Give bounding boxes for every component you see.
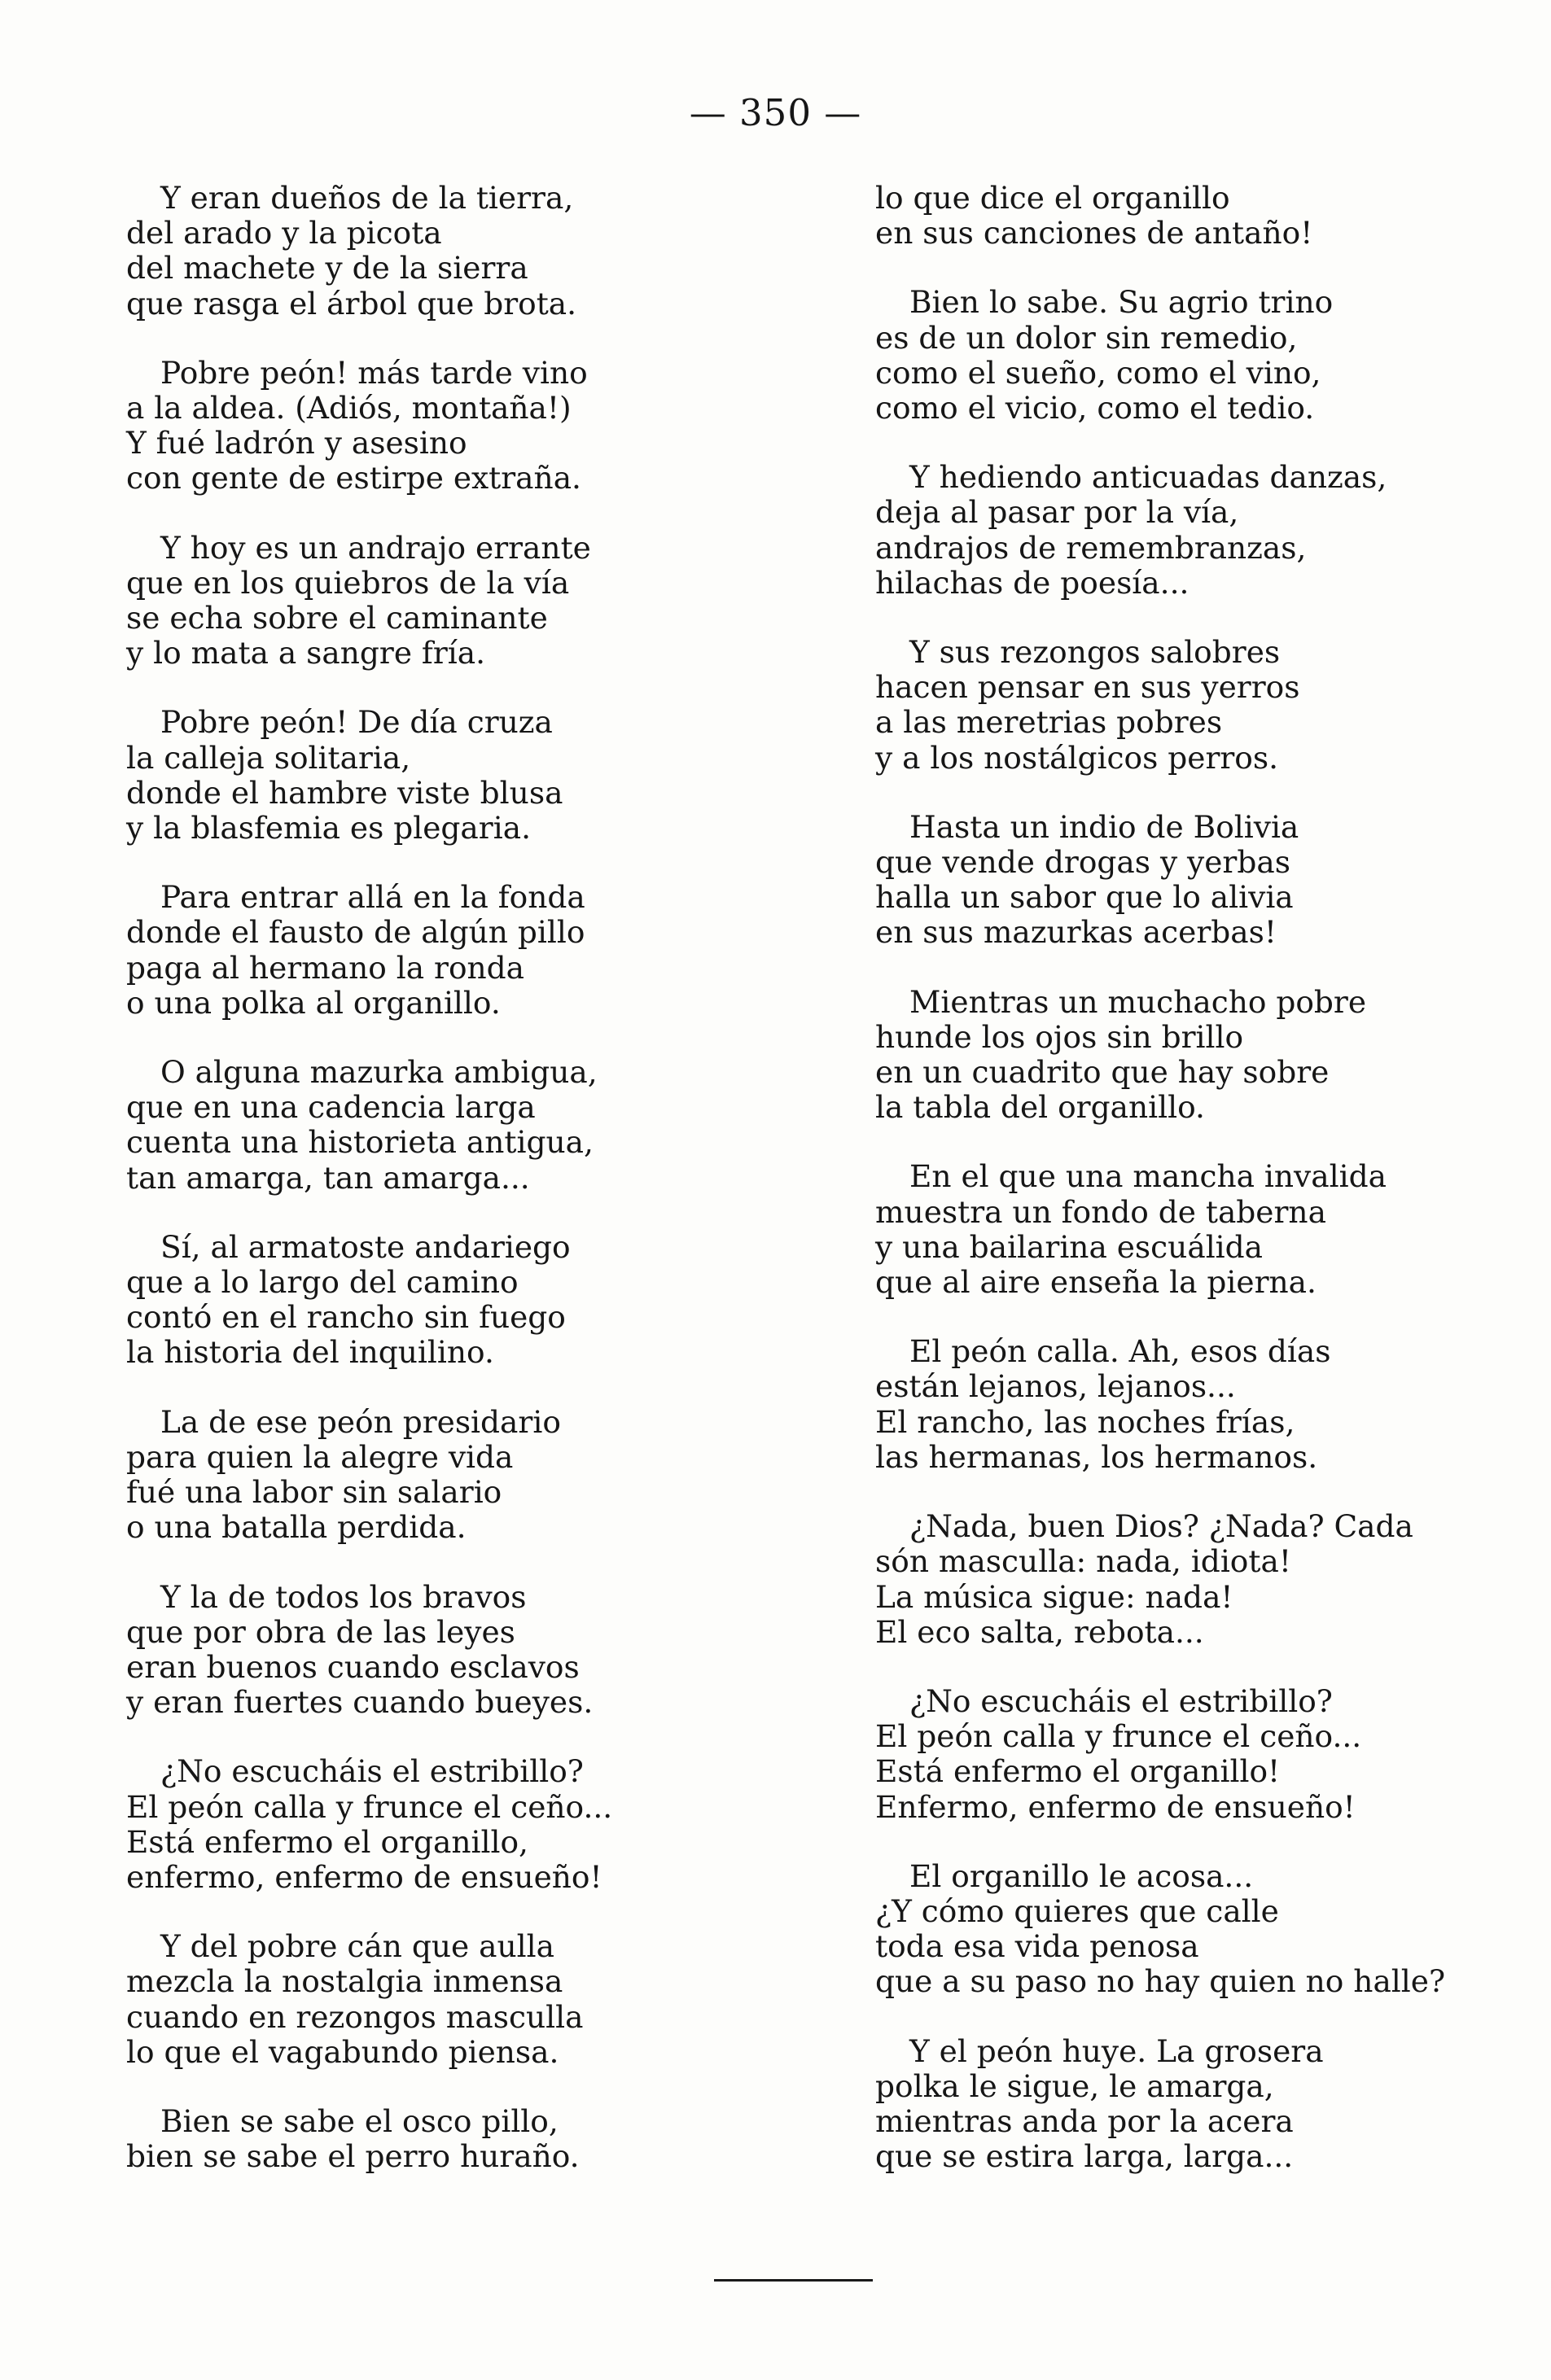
poem-line: La de ese peón presidario (160, 1403, 561, 1440)
poem-line: toda esa vida penosa (875, 1928, 1199, 1965)
stanza (126, 1754, 680, 1895)
poem-line: se echa sobre el caminante (126, 600, 548, 637)
stanza (126, 1230, 680, 1371)
poem-column-left (126, 181, 680, 2208)
stanza (126, 531, 680, 672)
poem-line: Y hediendo anticuadas danzas, (909, 459, 1387, 496)
poem-line: El peón calla. Ah, esos días (909, 1333, 1331, 1370)
poem-line: ¿No escucháis el estribillo? (909, 1682, 1333, 1719)
stanza (126, 1929, 680, 2070)
poem-line: a las meretrias pobres (875, 704, 1223, 741)
stanza (126, 1055, 680, 1196)
stanza (875, 181, 1470, 251)
poem-line: la tabla del organillo. (875, 1089, 1205, 1126)
stanza (875, 460, 1470, 601)
poem-line: Mientras un muchacho pobre (909, 983, 1367, 1020)
stanza (875, 285, 1470, 426)
poem-line: que por obra de las leyes (126, 1613, 515, 1650)
poem-line: con gente de estirpe extraña. (126, 460, 581, 497)
poem-line: Y del pobre cán que aulla (160, 1928, 554, 1965)
poem-line: fué una labor sin salario (126, 1474, 502, 1511)
poem-line: y eran fuertes cuando bueyes. (126, 1684, 594, 1721)
poem-line: que rasga el árbol que brota. (126, 285, 577, 322)
poem-line: que en los quiebros de la vía (126, 564, 570, 601)
stanza (875, 810, 1470, 951)
poem-line: deja al pasar por la vía, (875, 494, 1239, 531)
poem-line: Y sus rezongos salobres (909, 634, 1281, 671)
poem-line: són masculla: nada, idiota! (875, 1543, 1291, 1580)
poem-line: lo que dice el organillo (875, 180, 1230, 216)
stanza (875, 2034, 1470, 2175)
poem-line: enfermo, enfermo de ensueño! (126, 1858, 602, 1895)
stanza (875, 985, 1470, 1126)
poem-line: del machete y de la sierra (126, 250, 528, 287)
poem-line: Y el peón huye. La grosera (909, 2032, 1324, 2069)
poem-line: en sus mazurkas acerbas! (875, 914, 1277, 951)
poem-line: están lejanos, lejanos... (875, 1368, 1236, 1405)
poem-line: mezcla la nostalgia inmensa (126, 1963, 563, 2000)
poem-line: ¿Y cómo quieres que calle (875, 1892, 1279, 1929)
poem-line: muestra un fondo de taberna (875, 1193, 1326, 1230)
poem-line: cuenta una historieta antigua, (126, 1124, 594, 1161)
poem-line: bien se sabe el perro huraño. (126, 2138, 580, 2175)
stanza (126, 181, 680, 322)
poem-line: andrajos de remembranzas, (875, 529, 1307, 566)
poem-line: halla un sabor que lo alivia (875, 879, 1294, 916)
poem-line: Sí, al armatoste andariego (160, 1228, 571, 1265)
stanza (875, 1859, 1470, 2000)
stanza (126, 2104, 680, 2174)
poem-line: paga al hermano la ronda (126, 949, 525, 986)
poem-line: El rancho, las noches frías, (875, 1403, 1295, 1440)
poem-line: Pobre peón! más tarde vino (160, 354, 588, 391)
poem-line: polka le sigue, le amarga, (875, 2067, 1274, 2104)
stanza (126, 880, 680, 1021)
poem-line: como el vicio, como el tedio. (875, 390, 1315, 427)
poem-line: Y hoy es un andrajo errante (160, 529, 591, 566)
poem-line: hacen pensar en sus yerros (875, 669, 1300, 706)
poem-line: Hasta un indio de Bolivia (909, 808, 1299, 845)
poem-line: mientras anda por la acera (875, 2102, 1294, 2139)
stanza (875, 1159, 1470, 1300)
poem-line: En el que una mancha invalida (909, 1158, 1387, 1195)
poem-line: en un cuadrito que hay sobre (875, 1054, 1330, 1091)
poem-line: ¿Nada, buen Dios? ¿Nada? Cada (909, 1508, 1413, 1545)
poem-line: o una batalla perdida. (126, 1509, 467, 1546)
poem-line: Y fué ladrón y asesino (126, 425, 467, 462)
poem-line: Está enfermo el organillo, (126, 1823, 528, 1860)
poem-line: Para entrar allá en la fonda (160, 879, 585, 916)
poem-line: lo que el vagabundo piensa. (126, 2033, 559, 2070)
poem-line: El peón calla y frunce el ceño... (126, 1788, 613, 1825)
poem-line: a la aldea. (Adiós, montaña!) (126, 390, 572, 427)
poem-line: Bien lo sabe. Su agrio trino (909, 284, 1334, 321)
poem-line: las hermanas, los hermanos. (875, 1438, 1318, 1475)
page-number: — 350 — (689, 91, 862, 134)
poem-line: Y eran dueños de la tierra, (160, 180, 574, 216)
poem-line: como el sueño, como el vino, (875, 354, 1321, 391)
poem-line: Enfermo, enfermo de ensueño! (875, 1788, 1356, 1825)
poem-line: que a lo largo del camino (126, 1264, 519, 1301)
poem-line: hunde los ojos sin brillo (875, 1018, 1244, 1055)
poem-line: La música sigue: nada! (875, 1578, 1233, 1615)
poem-line: El eco salta, rebota... (875, 1613, 1204, 1650)
stanza (126, 1405, 680, 1546)
poem-line: que se estira larga, larga... (875, 2138, 1294, 2175)
poem-line: que en una cadencia larga (126, 1089, 536, 1126)
stanza (875, 1509, 1470, 1650)
poem-line: la calleja solitaria, (126, 739, 411, 776)
poem-line: ¿No escucháis el estribillo? (160, 1753, 584, 1790)
poem-line: y lo mata a sangre fría. (126, 635, 486, 672)
poem-line: Bien se sabe el osco pillo, (160, 2102, 559, 2139)
stanza (126, 356, 680, 497)
poem-line: El organillo le acosa... (909, 1857, 1254, 1894)
poem-line: donde el fausto de algún pillo (126, 914, 585, 951)
poem-line: que al aire enseña la pierna. (875, 1264, 1317, 1301)
footer-rule (714, 2279, 873, 2282)
poem-line: y la blasfemia es plegaria. (126, 810, 531, 847)
poem-line: El peón calla y frunce el ceño... (875, 1718, 1362, 1755)
poem-line: cuando en rezongos masculla (126, 1998, 584, 2035)
poem-line: O alguna mazurka ambigua, (160, 1054, 598, 1091)
poem-line: para quien la alegre vida (126, 1438, 514, 1475)
poem-line: hilachas de poesía... (875, 564, 1190, 601)
poem-line: o una polka al organillo. (126, 984, 501, 1021)
poem-line: y una bailarina escuálida (875, 1228, 1264, 1265)
poem-line: que vende drogas y yerbas (875, 844, 1290, 881)
poem-line: eran buenos cuando esclavos (126, 1648, 580, 1685)
poem-line: la historia del inquilino. (126, 1334, 494, 1371)
poem-column-right (875, 181, 1470, 2208)
poem-line: Pobre peón! De día cruza (160, 704, 553, 741)
poem-line: Y la de todos los bravos (160, 1578, 527, 1615)
poem-line: que a su paso no hay quien no halle? (875, 1963, 1446, 2000)
poem-line: Está enfermo el organillo! (875, 1753, 1281, 1790)
stanza (875, 1684, 1470, 1825)
stanza (875, 1334, 1470, 1475)
poem-line: es de un dolor sin remedio, (875, 319, 1298, 356)
poem-line: del arado y la picota (126, 215, 442, 252)
stanza (875, 635, 1470, 776)
poem-line: donde el hambre viste blusa (126, 774, 563, 811)
poem-line: y a los nostálgicos perros. (875, 739, 1279, 776)
poem-line: tan amarga, tan amarga... (126, 1159, 530, 1196)
stanza (126, 705, 680, 846)
stanza (126, 1580, 680, 1721)
poem-line: contó en el rancho sin fuego (126, 1299, 566, 1336)
poem-line: en sus canciones de antaño! (875, 215, 1313, 252)
